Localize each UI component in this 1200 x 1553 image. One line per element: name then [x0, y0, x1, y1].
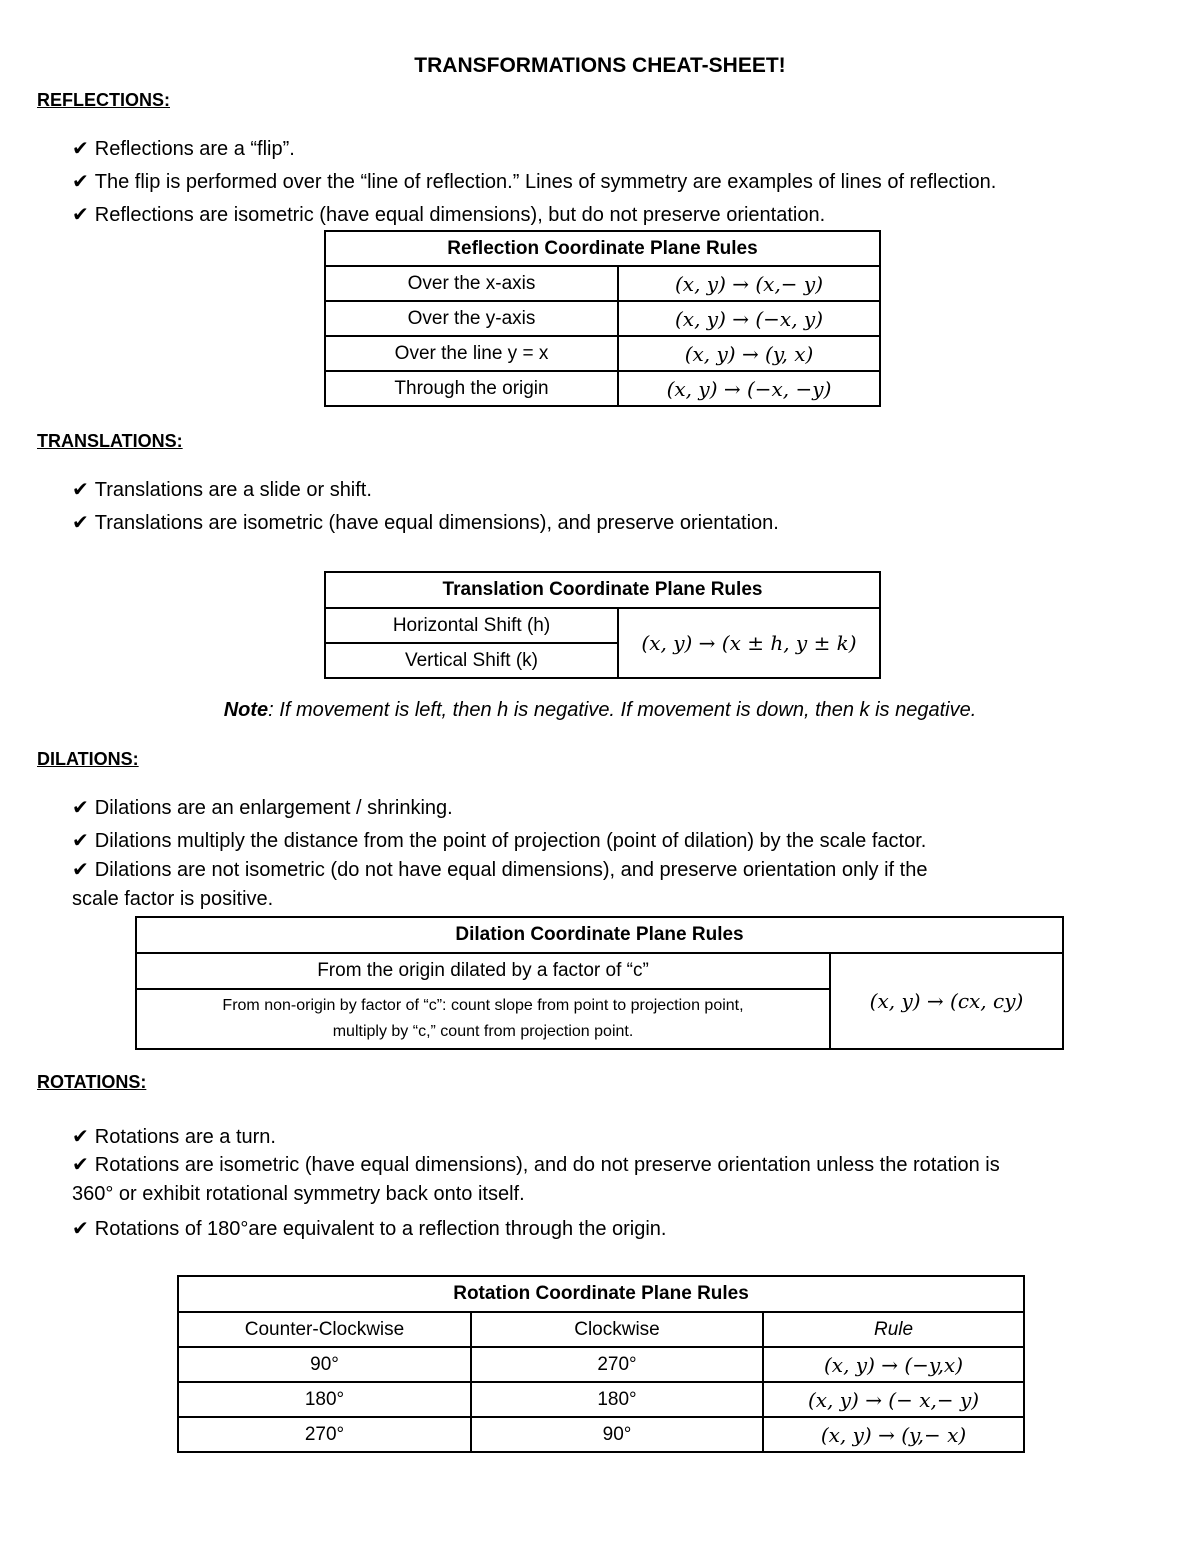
check-mark-icon: ✔ [72, 797, 89, 819]
table-row: 270° 90° (x, y) → (y,− x) [178, 1417, 1024, 1452]
check-mark-icon: ✔ [72, 1126, 89, 1148]
rotations-bullet: ✔ Rotations are a turn. [72, 1126, 276, 1148]
page-title: TRANSFORMATIONS CHEAT-SHEET! [414, 54, 786, 77]
check-mark-icon: ✔ [72, 138, 89, 160]
dilations-bullet: ✔ Dilations multiply the distance from the point of projection (point of dilation) by the scale factor. [72, 830, 927, 852]
dilation-rules-table [135, 916, 1064, 1050]
table-row: Horizontal Shift (h) (x, y) → (x ± h, y ± k) [325, 608, 880, 643]
rotations-bullet: ✔ Rotations of 180°are equivalent to a reflection through the origin. [72, 1218, 667, 1240]
check-mark-icon: ✔ [72, 1218, 89, 1240]
reflections-bullet: ✔ The flip is performed over the “line of reflection.” Lines of symmetry are examples of lines of reflection. [72, 171, 997, 193]
table-header: Dilation Coordinate Plane Rules [136, 917, 1063, 953]
reflections-heading: REFLECTIONS: [37, 90, 170, 110]
column-header: Rule [763, 1312, 1024, 1347]
check-mark-icon: ✔ [72, 479, 89, 501]
table-header: Rotation Coordinate Plane Rules [178, 1276, 1024, 1312]
reflections-bullet: ✔ Reflections are a “flip”. [72, 138, 295, 160]
translation-note: Note: If movement is left, then h is negative. If movement is down, then k is negative. [223, 699, 977, 721]
table-row: From non-origin by factor of “c”: count slope from point to projection point, multiply by “c,” count from projection point. [136, 989, 1063, 1049]
dilations-bullet: ✔ Dilations are not isometric (do not have equal dimensions), and preserve orientation only if the [72, 859, 928, 881]
dilations-bullet-continuation: scale factor is positive. [72, 888, 274, 910]
table-row: Vertical Shift (k) [325, 643, 880, 678]
translations-heading: TRANSLATIONS: [37, 431, 183, 451]
rotations-bullet-continuation: 360° or exhibit rotational symmetry back onto itself. [72, 1183, 525, 1205]
column-header: Clockwise [471, 1312, 763, 1347]
translation-rules-table [324, 571, 881, 679]
table-row: From the origin dilated by a factor of “c” (x, y) → (cx, cy) [136, 953, 1063, 989]
reflection-rules-table [324, 230, 881, 407]
check-mark-icon: ✔ [72, 171, 89, 193]
translations-bullet: ✔ Translations are a slide or shift. [72, 479, 372, 501]
table-header: Reflection Coordinate Plane Rules [325, 231, 880, 266]
table-row: 90° 270° (x, y) → (−y,x) [178, 1347, 1024, 1382]
table-row: Over the line y = x (x, y) → (y, x) [325, 336, 880, 371]
reflections-bullet: ✔ Reflections are isometric (have equal dimensions), but do not preserve orientation. [72, 204, 826, 226]
table-header: Translation Coordinate Plane Rules [325, 572, 880, 608]
table-row: 180° 180° (x, y) → (− x,− y) [178, 1382, 1024, 1417]
rotation-rules-table [177, 1275, 1025, 1453]
check-mark-icon: ✔ [72, 1154, 89, 1176]
dilations-heading: DILATIONS: [37, 749, 139, 769]
table-column-headers [178, 1312, 1024, 1347]
table-row: Over the x-axis (x, y) → (x,− y) [325, 266, 880, 301]
check-mark-icon: ✔ [72, 859, 89, 881]
table-row: Through the origin (x, y) → (−x, −y) [325, 371, 880, 406]
rotations-heading: ROTATIONS: [37, 1072, 147, 1092]
table-row: Over the y-axis (x, y) → (−x, y) [325, 301, 880, 336]
translations-bullet: ✔ Translations are isometric (have equal dimensions), and preserve orientation. [72, 512, 779, 534]
column-header: Counter-Clockwise [178, 1312, 471, 1347]
check-mark-icon: ✔ [72, 512, 89, 534]
check-mark-icon: ✔ [72, 204, 89, 226]
check-mark-icon: ✔ [72, 830, 89, 852]
rotations-bullet: ✔ Rotations are isometric (have equal dimensions), and do not preserve orientation unless the rotation is [72, 1154, 1000, 1176]
dilations-bullet: ✔ Dilations are an enlargement / shrinking. [72, 797, 453, 819]
